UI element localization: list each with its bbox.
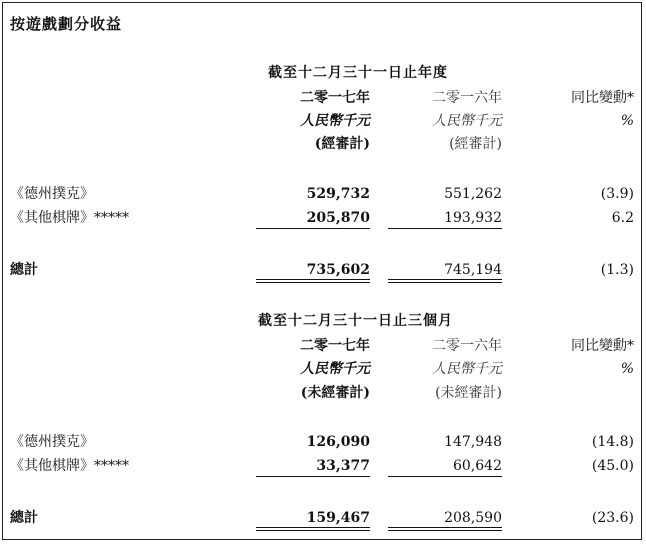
row-label-texas-holdem: 《德州撲克》 [10, 186, 94, 202]
total-double-rule [388, 282, 502, 283]
total-double-rule [388, 527, 502, 528]
total-change: (23.6) [591, 510, 634, 526]
unit-2016: 人民幣千元 [432, 113, 502, 129]
total-double-rule [256, 527, 370, 528]
row-label-texas-holdem: 《德州撲克》 [10, 434, 94, 450]
value-change: (3.9) [600, 186, 634, 202]
value-2016: 551,262 [444, 186, 502, 202]
audit-2016: (經審計) [449, 136, 502, 152]
unit-change: % [620, 113, 634, 129]
total-change: (1.3) [600, 262, 634, 278]
total-2016: 208,590 [444, 510, 502, 526]
col-header-change: 同比變動* [571, 90, 634, 106]
total-2017: 735,602 [306, 262, 370, 278]
value-2017: 33,377 [316, 458, 370, 474]
audit-2016: (未經審計) [435, 385, 502, 401]
period-heading-quarter: 截至十二月三十一日止三個月 [258, 313, 453, 329]
unit-2016: 人民幣千元 [432, 361, 502, 377]
col-header-change: 同比變動* [571, 338, 634, 354]
total-2017: 159,467 [306, 510, 370, 526]
value-2016: 193,932 [444, 210, 502, 226]
value-change: (14.8) [591, 434, 634, 450]
value-2017: 205,870 [306, 210, 370, 226]
audit-2017: (經審計) [314, 136, 370, 152]
subtotal-rule [256, 476, 370, 477]
row-label-other-games: 《其他棋牌》***** [10, 210, 129, 226]
total-double-rule [256, 279, 370, 280]
unit-2017: 人民幣千元 [300, 113, 370, 129]
page-title: 按遊戲劃分收益 [10, 15, 123, 33]
subtotal-rule [388, 228, 502, 229]
col-header-2017: 二零一七年 [300, 338, 370, 354]
value-2017: 529,732 [306, 186, 370, 202]
row-label-other-games: 《其他棋牌》***** [10, 458, 129, 474]
total-label: 總計 [10, 510, 38, 526]
unit-2017: 人民幣千元 [300, 361, 370, 377]
unit-change: % [620, 361, 634, 377]
value-change: (45.0) [591, 458, 634, 474]
total-double-rule [388, 530, 502, 531]
total-double-rule [256, 282, 370, 283]
period-heading-annual: 截至十二月三十一日止年度 [268, 65, 448, 81]
subtotal-rule [388, 476, 502, 477]
col-header-2017: 二零一七年 [300, 90, 370, 106]
value-2016: 60,642 [453, 458, 502, 474]
subtotal-rule [256, 228, 370, 229]
value-2017: 126,090 [306, 434, 370, 450]
value-change: 6.2 [611, 210, 634, 226]
value-2016: 147,948 [444, 434, 502, 450]
total-double-rule [388, 279, 502, 280]
col-header-2016: 二零一六年 [432, 90, 502, 106]
total-label: 總計 [10, 262, 38, 278]
total-2016: 745,194 [444, 262, 502, 278]
total-double-rule [256, 530, 370, 531]
col-header-2016: 二零一六年 [432, 338, 502, 354]
audit-2017: (未經審計) [300, 385, 370, 401]
